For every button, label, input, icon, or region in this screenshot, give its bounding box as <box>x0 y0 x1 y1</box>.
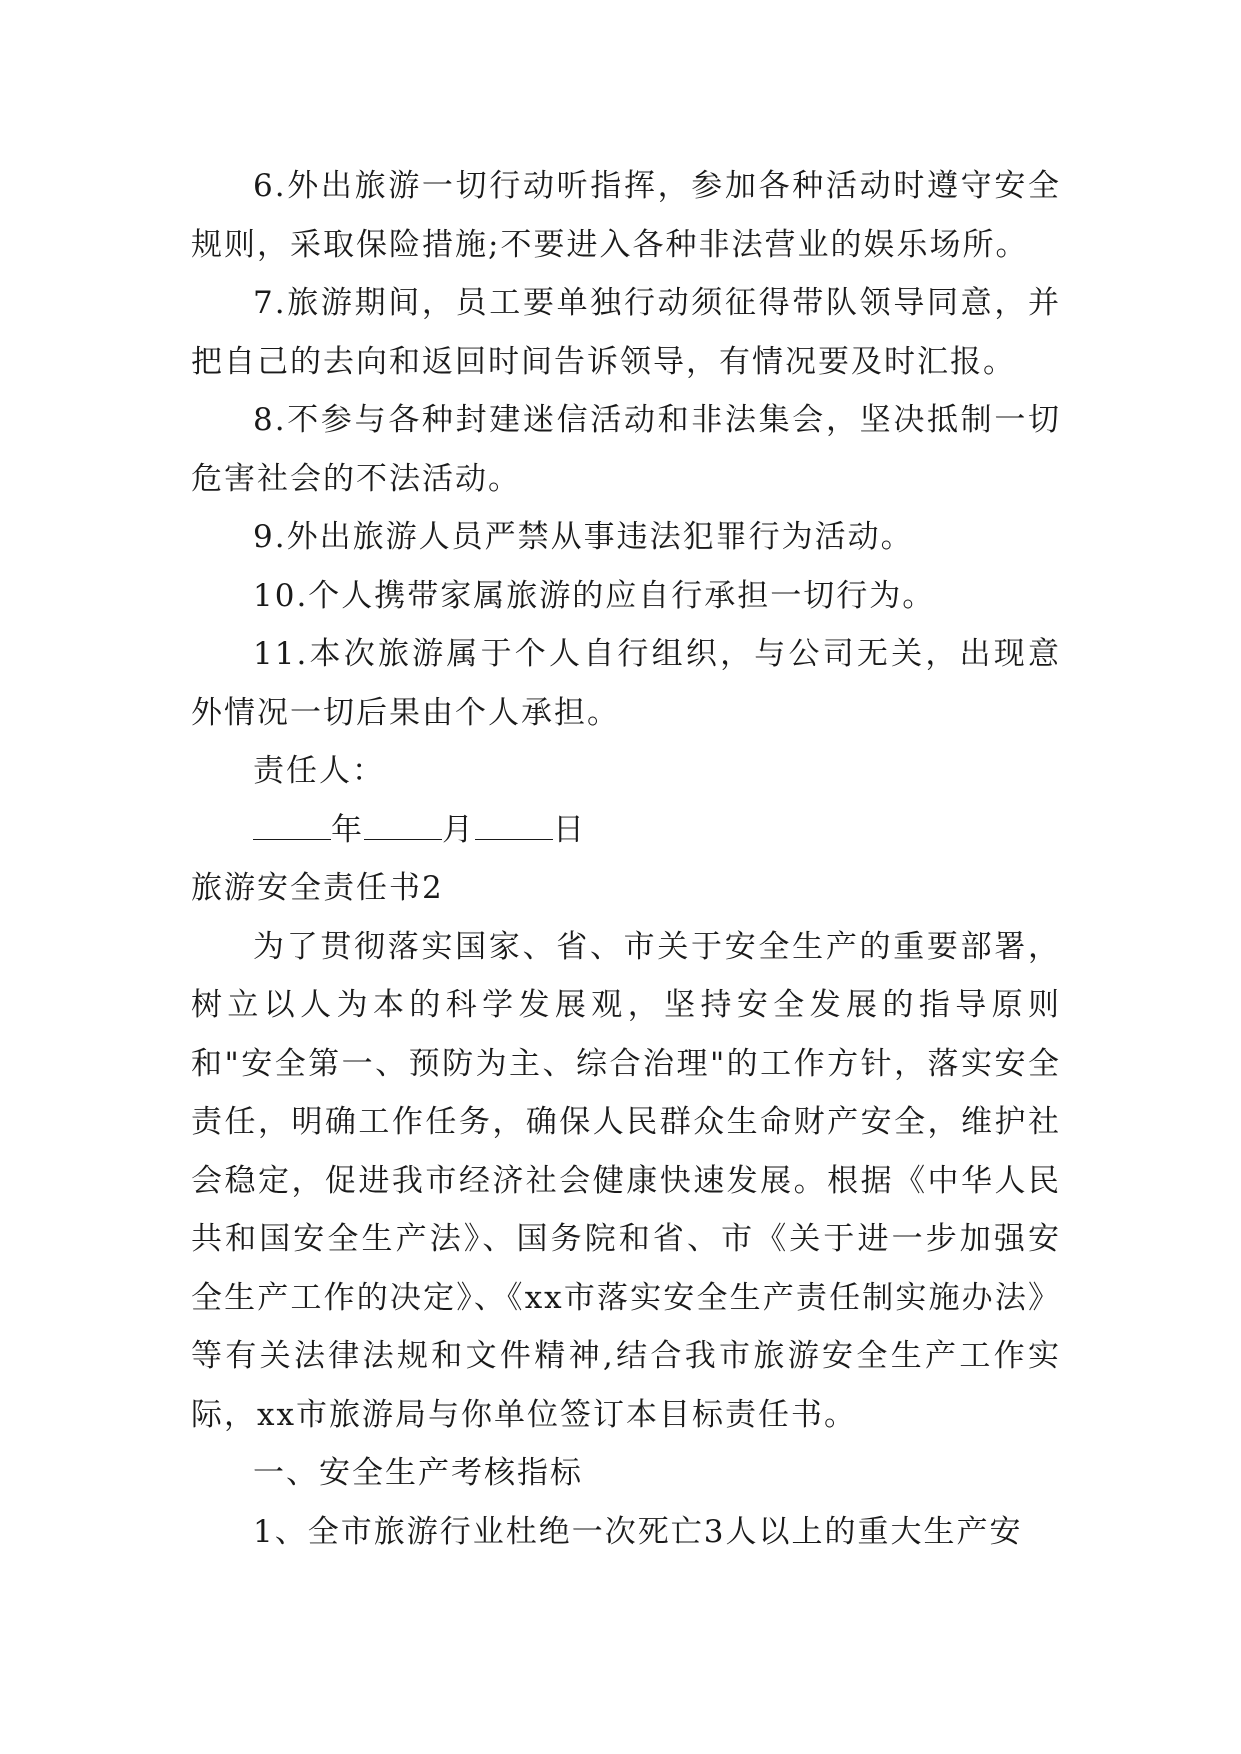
year-label: 年 <box>331 811 364 848</box>
point-one: 1、全市旅游行业杜绝一次死亡3人以上的重大生产安 <box>253 1513 1023 1550</box>
day-blank <box>475 805 553 840</box>
heading-one: 一、安全生产考核指标 <box>253 1455 583 1491</box>
date-line <box>191 801 1061 860</box>
list-item-11: 11.本次旅游属于个人自行组织，与公司无关，出现意外情况一切后果由个人承担。 <box>191 636 1061 731</box>
intro-paragraph: 为了贯彻落实国家、省、市关于安全生产的重要部署，树立以人为本的科学发展观，坚持安全发展的指导原则和"安全第一、预防为主、综合治理"的工作方针，落实安全责任，明确工作任务，确保人民群众生命财产安全，维护社会稳定，促进我市经济社会健康快速发展。根据《中华人民共和国安全生产法》、国务院和省、市《关于进一步加强安全生产工作的决定》、《xx市落实安全生产责任制实施办法》等有关法律法规和文件精神,结合我市旅游安全生产工作实际，xx市旅游局与你单位签订本目标责任书。 <box>191 928 1061 1433</box>
list-item-8: 8.不参与各种封建迷信活动和非法集会，坚决抵制一切危害社会的不法活动。 <box>191 402 1061 497</box>
month-blank <box>364 805 442 840</box>
list-item-6: 6.外出旅游一切行动听指挥，参加各种活动时遵守安全规则，采取保险措施;不要进入各种非法营业的娱乐场所。 <box>191 168 1061 263</box>
year-blank <box>253 805 331 840</box>
day-label: 日 <box>553 811 586 848</box>
month-label: 月 <box>442 811 475 848</box>
list-item-9: 9.外出旅游人员严禁从事违法犯罪行为活动。 <box>253 519 914 555</box>
responsible-person-label: 责任人： <box>253 753 385 789</box>
section-title: 旅游安全责任书2 <box>191 870 444 906</box>
document-body <box>191 157 1061 1561</box>
list-item-7: 7.旅游期间，员工要单独行动须征得带队领导同意，并把自己的去向和返回时间告诉领导，有情况要及时汇报。 <box>191 285 1061 380</box>
list-item-10: 10.个人携带家属旅游的应自行承担一切行为。 <box>253 577 936 614</box>
